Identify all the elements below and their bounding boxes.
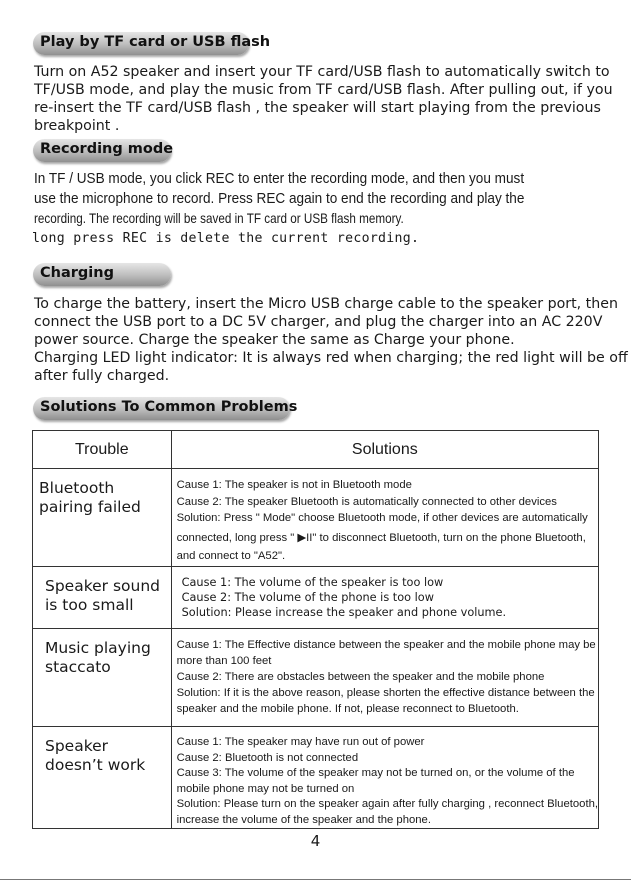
table-row bbox=[33, 567, 599, 629]
table-header-row bbox=[33, 431, 599, 469]
header-solutions: Solutions bbox=[171, 431, 598, 469]
section-heading-charging: Charging bbox=[33, 263, 171, 286]
bottom-rule bbox=[0, 879, 631, 880]
solution-cell: Cause 1: The speaker may have run out of power Cause 2: Bluetooth is not connected Cause 3: The volume of the speaker may not be turned on, or the volume of the mobile phone may not be turned on Solution: Please turn on the speaker again after fully charging , reconnect Bluetooth, increase the volume of the speaker and the phone. bbox=[171, 727, 598, 829]
header-trouble: Trouble bbox=[33, 431, 172, 469]
trouble-cell: Bluetooth pairing failed bbox=[33, 469, 172, 567]
charging-paragraph: To charge the battery, insert the Micro USB charge cable to the speaker port, then connect the USB port to a DC 5V charger, and plug the charger into an AC 220V power source. Charge the speaker the same as Charge your phone. Charging LED light indicator: It is always red when charging; the red light will be off after fully charged. bbox=[34, 296, 628, 384]
table-row bbox=[33, 629, 599, 727]
trouble-cell: Music playing staccato bbox=[33, 629, 172, 727]
trouble-cell: Speaker sound is too small bbox=[33, 567, 172, 629]
table-row bbox=[33, 469, 599, 567]
page-number: 4 bbox=[310, 832, 321, 850]
solution-cell: Cause 1: The volume of the speaker is too low Cause 2: The volume of the phone is too low Solution: Please increase the speaker and phone volume. bbox=[171, 567, 598, 629]
section-heading-tf-usb: Play by TF card or USB flash bbox=[33, 32, 249, 55]
solution-cell: Cause 1: The speaker is not in Bluetooth mode Cause 2: The speaker Bluetooth is automatically connected to other devices Solution: Press " Mode" choose Bluetooth mode, if other devices are automatically connected, long press " ▶II" to disconnect Bluetooth, turn on the phone Bluetooth, and connect to "A52". bbox=[171, 469, 598, 567]
recording-paragraph: In TF / USB mode, you click REC to enter the recording mode, and then you must use the microphone to record. Press REC again to end the recording and play the recording. The recording will be saved in TF card or USB flash memory. long press REC is delete the current recording. bbox=[32, 171, 525, 246]
section-heading-solutions: Solutions To Common Problems bbox=[33, 397, 290, 420]
solution-cell: Cause 1: The Effective distance between the speaker and the mobile phone may be more than 100 feet Cause 2: There are obstacles between the speaker and the mobile phone Solution: If it is the above reason, please shorten the effective distance between the speaker and the mobile phone. If not, please reconnect to Bluetooth. bbox=[171, 629, 598, 727]
tf-usb-paragraph: Turn on A52 speaker and insert your TF card/USB flash to automatically switch to TF/USB mode, and play the music from TF card/USB flash. After pulling out, if you re-insert the TF card/USB flash , the speaker will start playing from the previous breakpoint . bbox=[34, 64, 613, 134]
trouble-cell: Speaker doesn’t work bbox=[33, 727, 172, 829]
table-row bbox=[33, 727, 599, 829]
troubleshooting-table bbox=[32, 430, 599, 829]
section-heading-recording: Recording mode bbox=[33, 139, 171, 162]
